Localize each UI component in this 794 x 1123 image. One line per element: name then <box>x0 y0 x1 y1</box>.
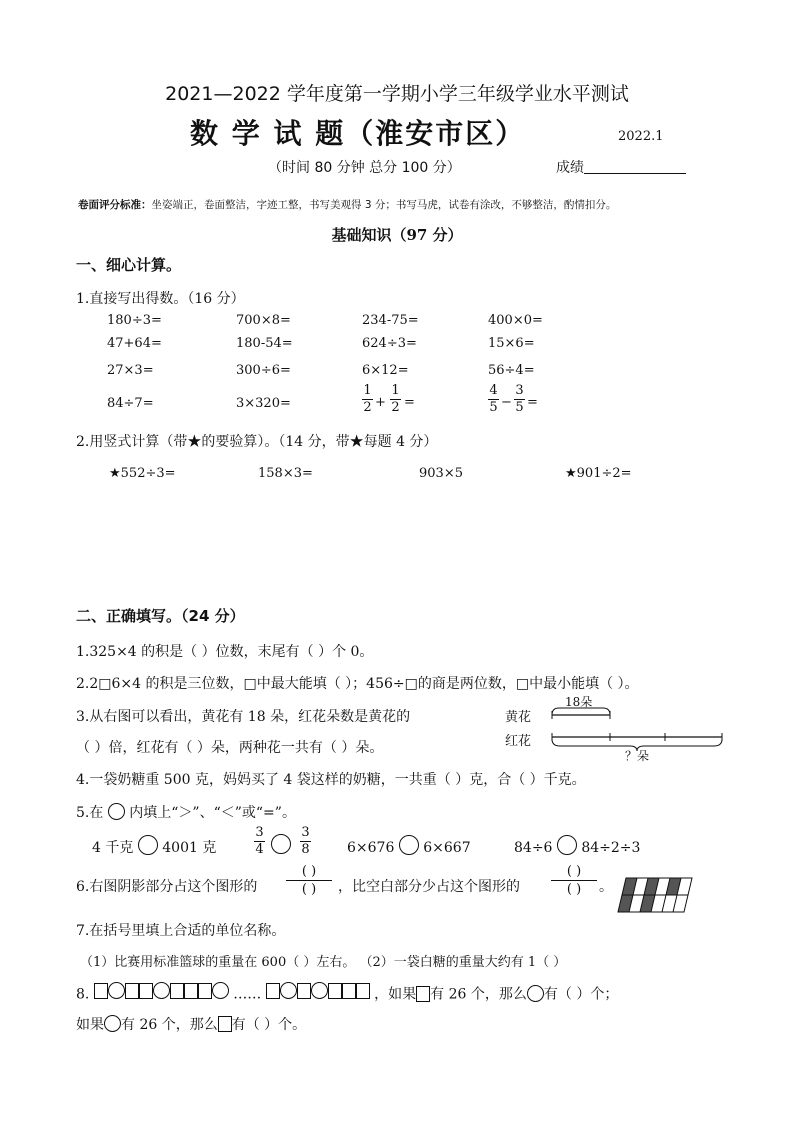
shape-sequence-end <box>266 982 370 999</box>
calc-item: 400×0= <box>488 313 543 328</box>
compare-right: 4001 克 <box>162 840 217 856</box>
q8-line2-text-c: 有（ ）个。 <box>231 1017 307 1033</box>
calc-item: 300÷6= <box>236 363 291 378</box>
part1-title: 一、细心计算。 <box>76 256 182 274</box>
numerator: 3 <box>301 825 310 840</box>
fraction <box>254 826 265 857</box>
circle-icon <box>527 985 544 1002</box>
circle-icon <box>104 1015 121 1032</box>
fill-q6-c: 。 <box>599 879 613 895</box>
yellow-count-label: 18朵 <box>565 695 593 709</box>
grading-label: 卷面评分标准： <box>78 199 152 211</box>
exam-date: 2022.1 <box>618 129 664 144</box>
vertical-calc-item: 158×3= <box>258 466 313 481</box>
q8-text-c: 有（ ）个； <box>543 986 619 1003</box>
numerator: 1 <box>391 383 400 398</box>
compare-right: 6×667 <box>423 840 471 856</box>
q8-line2-text-b: 有 26 个，那么 <box>121 1017 218 1033</box>
fraction-blank-denominator: ( ) <box>301 882 317 897</box>
fraction-blank[interactable] <box>551 864 597 897</box>
q5-prefix: 5.在 <box>76 805 104 821</box>
grading-text: 坐姿端正，卷面整洁，字迹工整，书写美观得 3 分；书写马虎，试卷有涂改，不够整洁，酌情扣分。 <box>151 199 617 211</box>
fraction <box>362 384 373 415</box>
fraction-blank[interactable] <box>286 864 332 897</box>
calc-item: 15×6= <box>488 336 535 351</box>
numerator: 3 <box>255 825 264 840</box>
calc-item: 700×8= <box>236 313 291 328</box>
circle-icon <box>311 982 328 999</box>
score-blank[interactable] <box>584 159 686 174</box>
circle-icon <box>108 803 125 820</box>
compare-circle[interactable] <box>557 835 577 855</box>
fill-q6-a: 6.右图阴影部分占这个图形的 <box>76 879 258 895</box>
denominator: 2 <box>391 400 400 415</box>
shape-sequence-start <box>94 982 229 999</box>
calc-item: 3×320= <box>236 396 291 411</box>
operator: − <box>501 395 512 410</box>
fraction <box>300 826 311 857</box>
yellow-flower-label: 黄花 <box>505 710 532 725</box>
calc-item: 27×3= <box>107 363 154 378</box>
fraction <box>514 384 525 415</box>
vertical-calc-item: 903×5 <box>419 466 463 481</box>
q2-title: 2.用竖式计算（带★的要验算）。（14 分，带★每题 4 分） <box>76 434 438 450</box>
compare-left: 4 千克 <box>92 840 134 856</box>
fraction-blank-denominator: ( ) <box>566 882 582 897</box>
compare-circle[interactable] <box>138 835 158 855</box>
circle-icon <box>212 982 229 999</box>
numerator: 4 <box>489 383 498 398</box>
ellipsis: …… <box>233 986 262 1003</box>
part2-title: 二、正确填写。（24 分） <box>76 607 245 625</box>
calc-item: 180÷3= <box>107 313 162 328</box>
denominator: 8 <box>301 842 310 857</box>
compare-left: 6×676 <box>347 840 395 856</box>
segment-lines <box>505 693 730 765</box>
numerator: 3 <box>515 383 524 398</box>
denominator: 5 <box>515 400 524 415</box>
fill-q7: 7.在括号里填上合适的单位名称。 <box>76 923 286 939</box>
grading-standard <box>78 197 616 212</box>
score-field[interactable] <box>556 157 686 177</box>
year-title: 2021—2022 学年度第一学期小学三年级学业水平测试 <box>165 83 629 105</box>
compare-item <box>347 835 471 856</box>
vertical-calc-item: ★552÷3= <box>109 466 176 481</box>
square-icon <box>266 983 280 999</box>
fill-q3-line1: 3.从右图可以看出，黄花有 18 朵，红花朵数是黄花的 <box>76 709 411 725</box>
circle-icon <box>280 982 297 999</box>
square-icon <box>94 983 108 999</box>
square-icon <box>170 983 184 999</box>
square-icon <box>297 983 311 999</box>
time-info: （时间 80 分钟 总分 100 分） <box>268 160 461 176</box>
fraction-blank-numerator: ( ) <box>566 864 582 879</box>
calc-item: 47+64= <box>107 336 162 351</box>
square-icon <box>198 983 212 999</box>
compare-circle[interactable] <box>271 834 291 854</box>
square-icon <box>218 1016 232 1032</box>
equals: = <box>527 395 538 410</box>
q8-line2-text-a: 如果 <box>76 1017 104 1033</box>
q8-text-a: ，如果 <box>374 986 417 1003</box>
calc-item: 56÷4= <box>488 363 535 378</box>
compare-circle[interactable] <box>399 835 419 855</box>
square-icon <box>139 983 153 999</box>
equals: = <box>404 395 415 410</box>
main-title: 数 学 试 题（淮安市区） <box>190 117 526 150</box>
calc-item: 84÷7= <box>107 396 154 411</box>
score-label: 成绩 <box>556 160 584 176</box>
compare-right: 84÷2÷3 <box>581 840 641 856</box>
fill-q8-line1 <box>76 982 618 1004</box>
compare-item <box>514 835 640 856</box>
denominator: 5 <box>489 400 498 415</box>
red-count-label: ？朵 <box>625 749 650 763</box>
compare-left: 84÷6 <box>514 840 553 856</box>
denominator: 2 <box>363 400 372 415</box>
circle-icon <box>108 982 125 999</box>
fill-q3-line2: （ ）倍，红花有（ ）朵，两种花一共有（ ）朵。 <box>76 740 384 756</box>
flower-diagram <box>505 693 730 765</box>
denominator: 4 <box>255 842 264 857</box>
fraction-expression <box>362 384 422 424</box>
calc-item: 624÷3= <box>362 336 417 351</box>
compare-item <box>92 835 216 857</box>
calc-item: 180-54= <box>236 336 293 351</box>
calc-item: 234-75= <box>362 313 419 328</box>
fraction <box>390 384 401 415</box>
compare-item <box>254 826 324 866</box>
fill-q1: 1.325×4 的积是（ ）位数，末尾有（ ）个 0。 <box>76 644 374 660</box>
fill-q7-sub: （1）比赛用标准篮球的重量在 600（ ）左右。 （2）一袋白糖的重量大约有 1（ ） <box>80 955 567 970</box>
q1-title: 1.直接写出得数。（16 分） <box>76 291 245 307</box>
calc-item: 6×12= <box>362 363 409 378</box>
square-icon <box>328 983 342 999</box>
fraction <box>488 384 499 415</box>
fill-q4: 4.一袋奶糖重 500 克，妈妈买了 4 袋这样的奶糖，一共重（ ）克，合（ ）千克。 <box>76 772 586 788</box>
q8-prefix: 8. <box>76 986 90 1003</box>
square-icon <box>356 983 370 999</box>
circle-icon <box>153 982 170 999</box>
numerator: 1 <box>363 383 372 398</box>
fill-q2: 2.2□6×4 的积是三位数，□中最大能填（ ）；456÷□的商是两位数，□中最小能填（ ）。 <box>76 676 639 692</box>
section-basic-title: 基础知识（97 分） <box>331 226 463 244</box>
q5-suffix: 内填上“＞”、“＜”或“=”。 <box>129 805 296 821</box>
fraction-expression <box>488 384 548 424</box>
square-icon <box>416 986 430 1002</box>
operator: + <box>375 395 386 410</box>
square-icon <box>125 983 139 999</box>
fill-q6-b: ，比空白部分少占这个图形的 <box>338 879 520 895</box>
square-icon <box>184 983 198 999</box>
red-flower-label: 红花 <box>505 734 532 749</box>
fraction-blank-numerator: ( ) <box>301 864 317 879</box>
fill-q8-line2 <box>76 1014 306 1034</box>
vertical-calc-item: ★901÷2= <box>565 466 632 481</box>
square-icon <box>342 983 356 999</box>
fill-q5 <box>76 802 296 822</box>
shaded-parallelogram <box>612 877 694 915</box>
q8-text-b: 有 26 个，那么 <box>430 986 527 1003</box>
